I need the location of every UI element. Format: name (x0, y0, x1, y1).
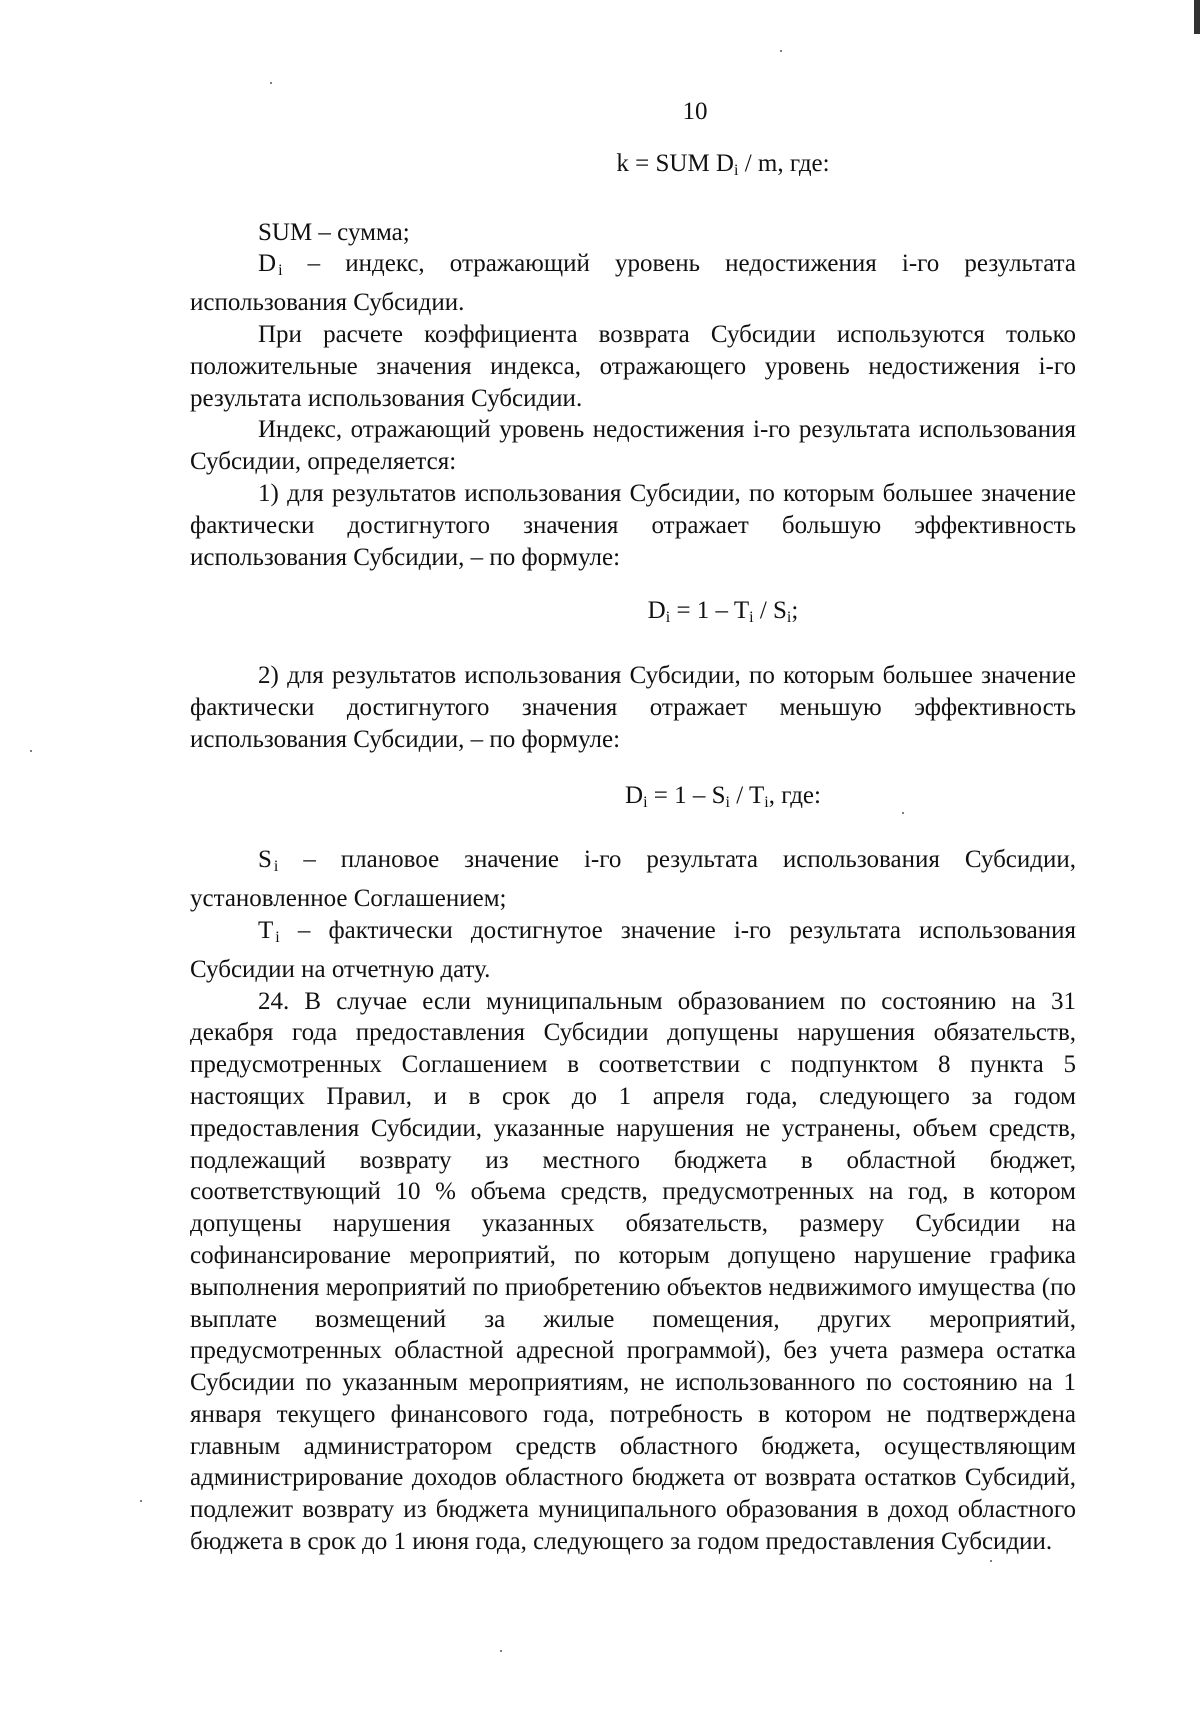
definition-t: $T_i$ – фактически достигнутое значение i-го результата использования Субсидии на отчетную дату. (190, 916, 1076, 983)
paragraph-item-24: 24. В случае если муниципальным образованием по состоянию на 31 декабря года предоставления Субсидии допущены нарушения обязательств, предусмотренных Соглашением в соответствии с подпунктом 8 пункта 5 настоящих Правил, и в срок до 1 апреля года, следующего за годом предоставления Субсидии, указанные нарушения не устранены, объем средств, подлежащий возврату из местного бюджета в областной бюджет, соответствующий 10 % объема средств, предусмотренных на год, в котором допущены нарушения указанных обязательств, размеру Субсидии на софинансирование мероприятий, по которым допущено нарушение графика выполнения мероприятий по приобретению объектов недвижимого имущества (по выплате возмещений за жилые помещения, других мероприятий, предусмотренных областной адресной программой), без учета размера остатка Субсидии по указанным мероприятиям, не использованного по состоянию на 1 января текущего финансового года, потребность в котором не подтверждена главным администратором средств областного бюджета, осуществляющим администрирование доходов областного бюджета от возврата остатков Субсидий, подлежит возврату из бюджета муниципального образования в доход областного бюджета в срок до 1 июня года, следующего за годом предоставления Субсидии. (190, 987, 1076, 1556)
formula-k: k = SUM $D_i$ / m, где: (616, 149, 830, 179)
definition-s: $S_i$ – плановое значение i-го результата использования Субсидии, установленное Соглашением; (190, 846, 1076, 913)
paragraph-positive-values: При расчете коэффициента возврата Субсидии используются только положительные значения индекса, отражающего уровень недостижения i-го результата использования Субсидии. (190, 320, 1076, 412)
scan-speck (270, 82, 272, 84)
formula-d-more: $D_i = 1 - T_i / S_i$; (647, 597, 799, 627)
paragraph-case-1: 1) для результатов использования Субсидии, по которым большее значение фактически достигнутого значения отражает большую эффективность использования Субсидии, – по формуле: (190, 479, 1076, 571)
page-number: 10 (682, 98, 708, 125)
definition-sum: SUM – сумма; (258, 218, 410, 246)
scan-speck (902, 812, 904, 814)
scan-speck (30, 750, 32, 752)
paragraph-index-defined: Индекс, отражающий уровень недостижения i-го результата использования Субсидии, определяется: (190, 416, 1076, 476)
scan-speck (780, 50, 782, 52)
scan-speck (140, 1500, 142, 1502)
paragraph-case-2: 2) для результатов использования Субсидии, по которым большее значение фактически достигнутого значения отражает меньшую эффективность использования Субсидии, – по формуле: (190, 662, 1076, 753)
formula-d-less: $D_i = 1 - S_i / T_i$, где: (625, 781, 821, 811)
scan-edge-mark (1194, 0, 1200, 34)
scan-speck (500, 1650, 502, 1652)
scan-speck (990, 1560, 992, 1562)
definition-d: $D_i$ – индекс, отражающий уровень недостижения i-го результата использования Субсидии. (190, 250, 1076, 317)
